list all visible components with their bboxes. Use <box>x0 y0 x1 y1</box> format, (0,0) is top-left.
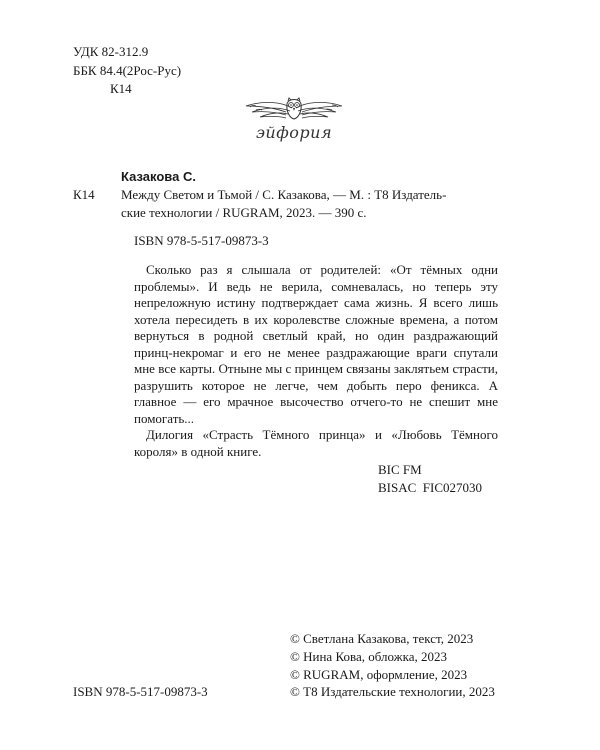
bbk-code: ББК 84.4(2Рос-Рус) <box>73 63 182 78</box>
bisac-code: BISAC FIC027030 <box>378 480 483 495</box>
udk-code: УДК 82-312.9 <box>73 44 149 59</box>
description-line-2: ские технологии / RUGRAM, 2023. — 390 с. <box>121 205 367 220</box>
annotation <box>134 262 498 460</box>
author-mark-top: К14 <box>110 81 132 96</box>
bic-code: BIC FM <box>378 462 422 477</box>
publisher-logo <box>242 92 346 148</box>
annotation-paragraph: Сколько раз я слышала от родителей: «От тёмных одни проблемы». И ведь не верила, сомневалась, но теперь эту непреложную истину подтверждает сама жизнь. Я всего лишь хотела пересидеть в их королевстве сложные времена, а потом вернуться в родной светлый край, но один раздражающий принц-некромаг и его не менее раздражающие враги спутали мне все карты. Отныне мы с принцем связаны заклятьем страсти, разрушить которое не легче, чем добыть перо феникса. А главное — его мрачное высочество отчего-то не спешит мне помогать... <box>134 262 498 426</box>
copyright-line: © RUGRAM, оформление, 2023 <box>290 667 468 682</box>
annotation-paragraph: Дилогия «Страсть Тёмного принца» и «Любовь Тёмного короля» в одной книге. <box>134 427 498 459</box>
copyright-line: © Светлана Казакова, текст, 2023 <box>290 631 474 646</box>
record-isbn: ISBN 978-5-517-09873-3 <box>134 233 269 248</box>
author-mark: К14 <box>73 187 95 202</box>
footer-isbn: ISBN 978-5-517-09873-3 <box>73 684 208 699</box>
description-line-1: Между Светом и Тьмой / С. Казакова, — М. : Т8 Издатель- <box>121 187 447 202</box>
author-heading: Казакова С. <box>121 169 196 184</box>
copyright-line: © Нина Кова, обложка, 2023 <box>290 649 448 664</box>
logo-text: эйфория <box>255 123 333 142</box>
copyright-line: © Т8 Издательские технологии, 2023 <box>290 684 495 699</box>
